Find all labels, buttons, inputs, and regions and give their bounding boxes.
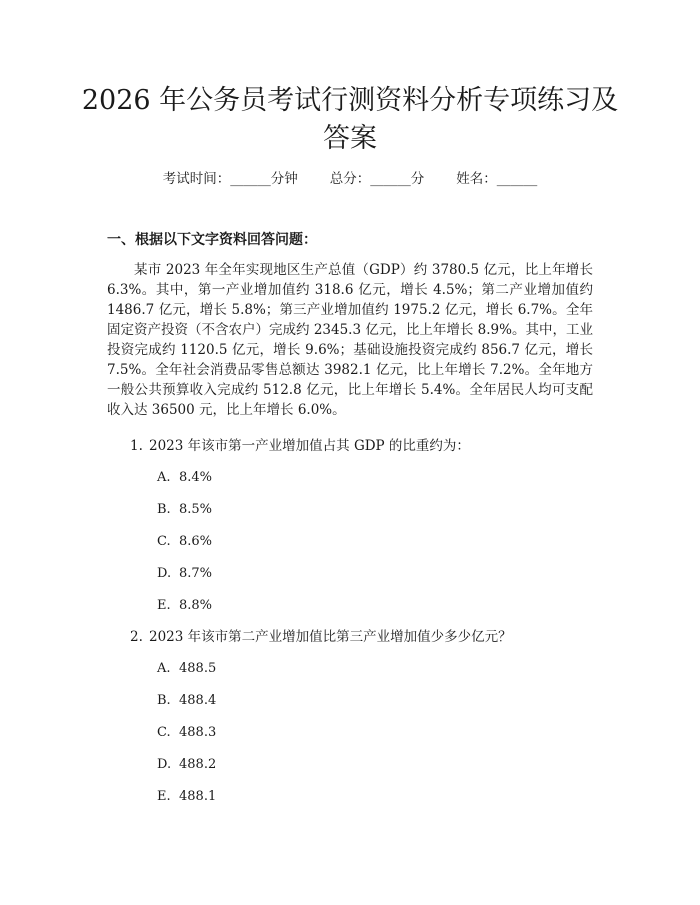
exam-time-label: 考试时间：______分钟 — [162, 171, 298, 187]
question-1 — [130, 437, 470, 455]
q2-option-c — [157, 724, 216, 742]
option-letter: E. — [157, 789, 171, 804]
q1-option-b — [157, 501, 212, 519]
option-letter: E. — [157, 598, 171, 613]
question-2 — [130, 628, 512, 646]
exam-info-line — [0, 170, 700, 188]
q1-option-e — [157, 597, 212, 615]
option-text: 8.8% — [179, 598, 213, 613]
q2-option-d — [157, 756, 216, 774]
total-score-label: 总分：______分 — [329, 171, 425, 187]
option-text: 8.7% — [179, 566, 213, 581]
option-text: 488.1 — [179, 789, 217, 804]
option-text: 488.2 — [179, 757, 217, 772]
option-letter: C. — [157, 534, 171, 549]
question-number: 1. — [130, 438, 143, 454]
option-letter: A. — [157, 470, 171, 485]
q2-option-b — [157, 692, 216, 710]
option-letter: D. — [157, 757, 172, 772]
question-text: 2023 年该市第二产业增加值比第三产业增加值少多少亿元？ — [149, 629, 512, 645]
q2-option-a — [157, 660, 216, 678]
section-heading: 一、根据以下文字资料回答问题： — [107, 232, 317, 248]
name-label: 姓名：______ — [456, 171, 538, 187]
option-text: 8.4% — [179, 470, 213, 485]
q1-option-c — [157, 533, 212, 551]
option-text: 8.6% — [179, 534, 213, 549]
reading-passage: 某市 2023 年全年实现地区生产总值（GDP）约 3780.5 亿元，比上年增长 6.3%。其中，第一产业增加值约 318.6 亿元，增长 4.5%；第二产业增加值约 1486.7 亿元，增长 5.8%；第三产业增加值约 1975.2 亿元，增长 6.7%。全年固定资产投资（不含农户）完成约 2345.3 亿元，比上年增长 8.9%。其中，工业投资完成约 1120.5 亿元，增长 9.6%；基础设施投资完成约 856.7 亿元，增长 7.5%。全年社会消费品零售总额达 3982.1 亿元，比上年增长 7.2%。全年地方一般公共预算收入完成约 512.8 亿元，比上年增长 5.4%。全年居民人均可支配收入达 36500 元，比上年增长 6.0%。 — [107, 262, 593, 418]
page-title: 2026 年公务员考试行测资料分析专项练习及答案 — [81, 85, 619, 154]
option-text: 488.3 — [179, 725, 217, 740]
question-number: 2. — [130, 629, 143, 645]
option-letter: C. — [157, 725, 171, 740]
q1-option-d — [157, 565, 212, 583]
option-text: 8.5% — [179, 502, 213, 517]
option-text: 488.4 — [179, 693, 217, 708]
option-text: 488.5 — [179, 661, 217, 676]
option-letter: B. — [157, 502, 171, 517]
option-letter: A. — [157, 661, 171, 676]
q1-option-a — [157, 469, 212, 487]
option-letter: B. — [157, 693, 171, 708]
option-letter: D. — [157, 566, 172, 581]
q2-option-e — [157, 788, 216, 806]
question-text: 2023 年该市第一产业增加值占其 GDP 的比重约为： — [149, 438, 470, 454]
